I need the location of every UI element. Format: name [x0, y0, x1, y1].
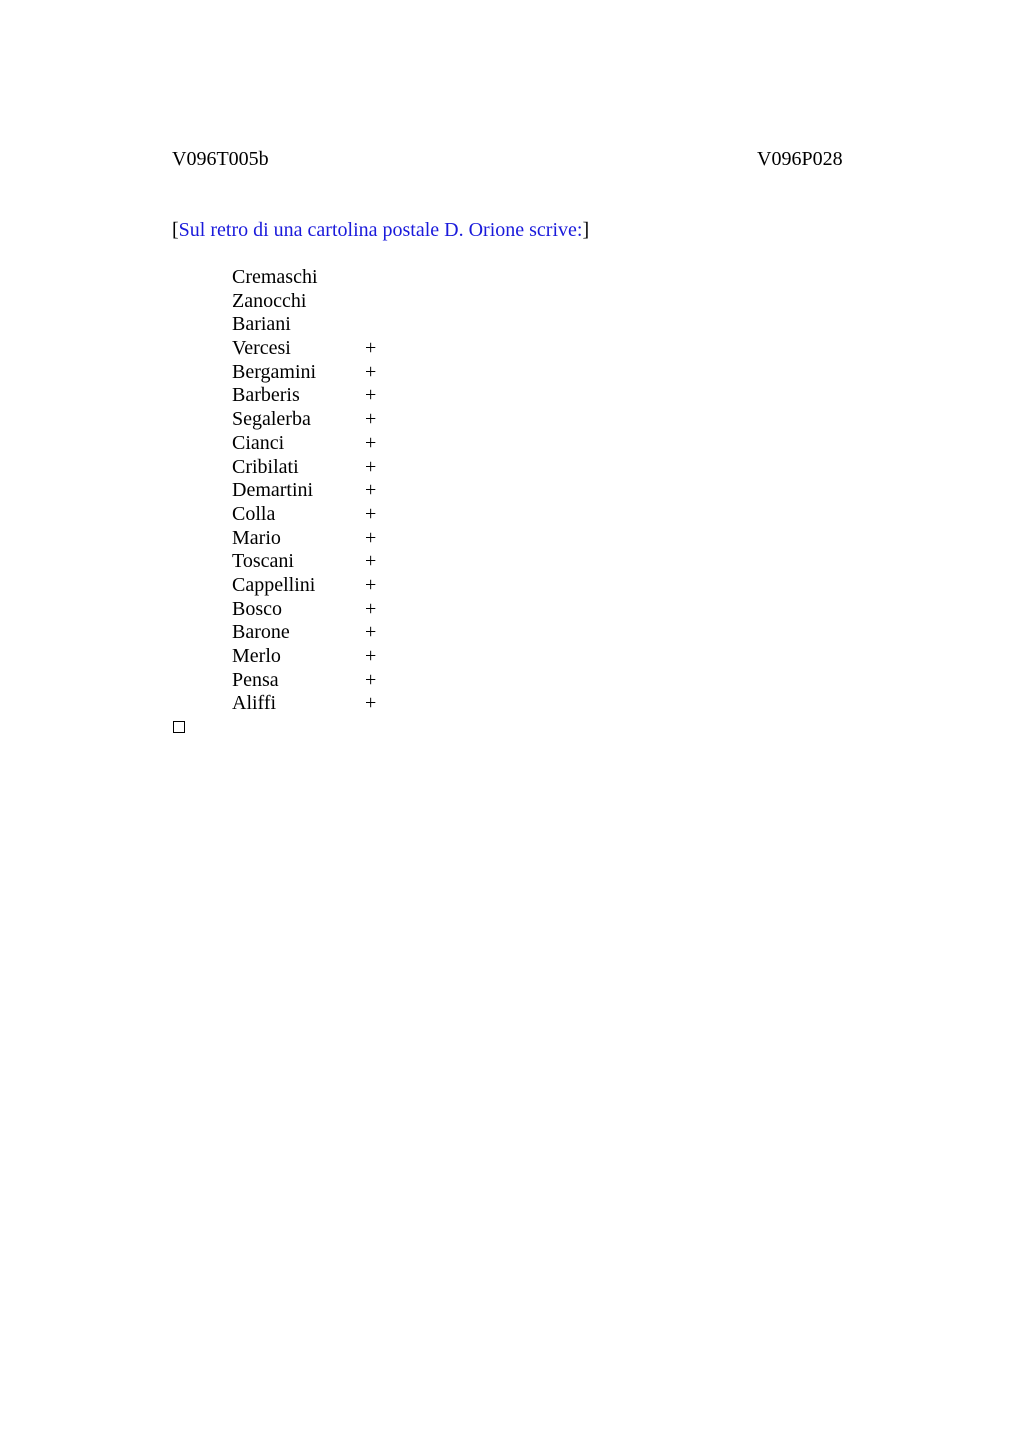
person-name: Pensa	[232, 668, 279, 691]
person-name: Cianci	[232, 431, 285, 454]
person-name: Bergamini	[232, 360, 317, 383]
cross-mark: +	[365, 645, 377, 667]
cross-mark: +	[365, 384, 377, 407]
cross-mark: +	[365, 337, 377, 360]
person-name: Toscani	[232, 550, 294, 573]
person-name: Demartini	[232, 479, 314, 502]
person-name: Colla	[232, 502, 276, 525]
person-name: Zanocchi	[232, 289, 307, 312]
cross-mark: +	[365, 479, 377, 502]
cross-mark: +	[365, 692, 377, 715]
person-name: Aliffi	[232, 692, 277, 715]
person-name: Bariani	[232, 313, 291, 336]
cross-mark: +	[365, 360, 377, 383]
cross-mark: +	[365, 597, 377, 620]
person-name: Segalerba	[232, 408, 311, 431]
person-name: Barberis	[232, 384, 300, 407]
cross-mark: +	[365, 550, 377, 573]
open-bracket: [	[172, 219, 179, 241]
person-name: Bosco	[232, 597, 282, 620]
cross-mark: +	[365, 526, 377, 549]
cross-mark: +	[365, 408, 377, 431]
person-name: Cappellini	[232, 573, 316, 596]
editorial-text: Sul retro di una cartolina postale D. Orione scrive:	[178, 219, 583, 241]
person-name: Cribilati	[232, 455, 299, 478]
cross-mark: +	[365, 573, 377, 596]
cross-mark: +	[365, 431, 377, 454]
person-name: Cremaschi	[232, 266, 318, 288]
person-name: Mario	[232, 526, 281, 549]
close-bracket: ]	[582, 219, 590, 241]
person-name: Merlo	[232, 645, 281, 667]
person-name: Barone	[232, 621, 290, 644]
document-code-left: V096T005b	[172, 148, 269, 170]
cross-mark: +	[365, 621, 377, 644]
person-name: Vercesi	[232, 337, 291, 360]
cross-mark: +	[365, 502, 377, 525]
cross-mark: +	[365, 668, 377, 691]
cross-mark: +	[365, 455, 377, 478]
document-code-right: V096P028	[757, 148, 843, 170]
editorial-note	[172, 218, 589, 242]
square-outline-icon	[173, 721, 185, 733]
